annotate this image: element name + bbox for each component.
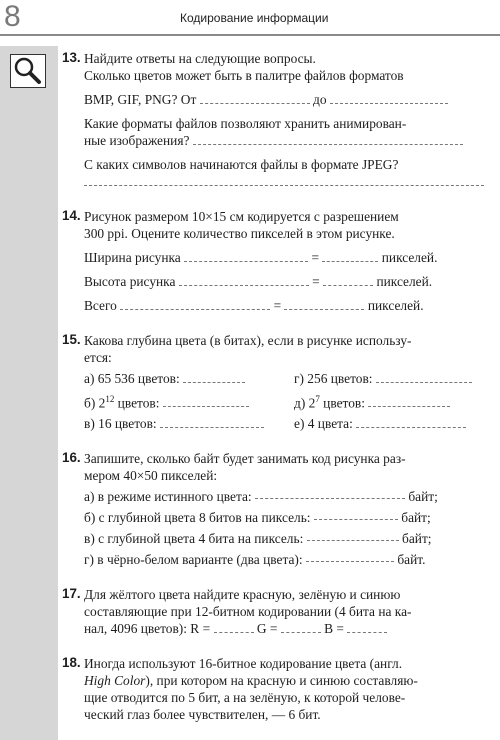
task-text: в) 16 цветов:	[84, 416, 157, 432]
task-number: 15.	[62, 332, 81, 347]
task-text: Рисунок размером 10×15 см кодируется с разрешением	[84, 209, 399, 224]
page-content	[62, 50, 488, 735]
task-text: до	[313, 92, 327, 107]
task-text: пикселей.	[367, 298, 424, 313]
answer-blank[interactable]	[376, 372, 472, 383]
answer-row	[84, 551, 488, 568]
task-text: Запишите, сколько байт будет занимать код рисунка раз-	[84, 451, 406, 467]
task-number: 14.	[62, 208, 81, 223]
answer-line	[84, 173, 488, 190]
task-15	[62, 332, 488, 432]
task-text: нал, 4096 цветов): R =	[84, 621, 211, 637]
task-text: G =	[256, 621, 278, 637]
answer-row	[84, 370, 488, 387]
answer-blank[interactable]	[368, 396, 450, 407]
answer-blank[interactable]	[255, 488, 405, 499]
task-text: Сколько цветов может быть в палитре файлов форматов	[84, 68, 404, 83]
task-13	[62, 50, 488, 190]
answer-line	[84, 273, 488, 290]
task-text: BMP, GIF, PNG? От	[84, 92, 197, 107]
task-number: 13.	[62, 50, 81, 65]
answer-blank[interactable]	[183, 372, 245, 383]
task-text: пикселей.	[376, 274, 433, 289]
answer-blank[interactable]	[179, 275, 309, 286]
task-17	[62, 586, 488, 637]
answer-blank[interactable]	[284, 299, 364, 310]
task-text: цветов:	[319, 395, 365, 411]
task-text: г) в чёрно-белом варианте (два цвета):	[84, 552, 303, 568]
task-text: б) с глубиной цвета 8 битов на пиксель:	[84, 510, 311, 526]
task-text: пикселей.	[381, 250, 438, 265]
task-text: а) в режиме истинного цвета:	[84, 489, 252, 505]
page-sidebar	[0, 46, 58, 740]
task-14	[62, 208, 488, 314]
task-text: байт;	[401, 510, 431, 526]
task-text: щие отводится по 5 бит, а на зелёную, к которой челове-	[84, 690, 406, 706]
task-text: Какие форматы файлов позволяют хранить анимирован-	[84, 116, 407, 131]
task-text: составляющие при 12-битном кодировании (4 бита на ка-	[84, 604, 412, 620]
answer-line	[84, 249, 488, 266]
task-text: ные изображения?	[84, 133, 190, 148]
answer-row	[84, 415, 488, 432]
task-text: байт;	[402, 531, 432, 547]
task-text: =	[273, 298, 282, 313]
page-title: Кодирование информации	[180, 11, 329, 25]
task-text: г) 256 цветов:	[294, 371, 373, 386]
answer-blank[interactable]	[306, 551, 394, 562]
task-text: байт;	[408, 489, 438, 505]
task-text: С каких символов начинаются файлы в формате JPEG?	[84, 157, 399, 172]
task-text: д) 2	[294, 395, 316, 411]
answer-blank[interactable]	[322, 251, 378, 262]
answer-blank[interactable]	[307, 530, 399, 541]
task-text: ется:	[84, 350, 112, 365]
answer-blank[interactable]	[193, 134, 463, 145]
task-text: B =	[324, 621, 344, 637]
answer-row	[84, 488, 488, 505]
header-rule	[0, 34, 500, 36]
task-number: 17.	[62, 586, 81, 602]
answer-line	[84, 132, 488, 149]
task-text: 12	[105, 394, 115, 404]
answer-row	[84, 509, 488, 526]
task-text: Высота рисунка	[84, 274, 176, 289]
task-text-line	[84, 672, 488, 689]
answer-blank[interactable]	[160, 417, 264, 428]
answer-blank[interactable]	[323, 275, 373, 286]
task-text: б) 2	[84, 395, 106, 411]
task-18	[62, 655, 488, 723]
task-text: Какова глубина цвета (в битах), если в рисунке использу-	[84, 333, 412, 348]
task-text: 300 ppi. Оцените количество пикселей в этом рисунке.	[84, 226, 395, 241]
answer-blank[interactable]	[281, 622, 321, 633]
magnifier-icon	[10, 54, 46, 88]
task-text: в) с глубиной цвета 4 бита на пиксель:	[84, 531, 304, 547]
chapter-number: 8	[4, 0, 21, 33]
task-text: High Color	[84, 673, 146, 689]
task-text: Всего	[84, 298, 117, 313]
task-text: 7	[315, 394, 320, 404]
answer-line	[84, 620, 488, 637]
answer-blank[interactable]	[314, 509, 398, 520]
task-text: Для жёлтого цвета найдите красную, зелёную и синюю	[84, 587, 401, 603]
task-number: 16.	[62, 450, 81, 466]
answer-blank[interactable]	[163, 396, 249, 407]
answer-blank[interactable]	[347, 622, 387, 633]
task-text: Иногда используют 16-битное кодирование цвета (англ.	[84, 656, 403, 672]
task-16	[62, 450, 488, 568]
answer-row	[84, 530, 488, 547]
task-text: =	[312, 274, 320, 289]
task-text: Ширина рисунка	[84, 250, 181, 265]
answer-blank[interactable]	[120, 299, 270, 310]
task-text: е) 4 цвета:	[294, 416, 353, 432]
answer-blank[interactable]	[214, 622, 254, 633]
answer-blank[interactable]	[330, 93, 448, 104]
task-text: байт.	[397, 552, 426, 568]
answer-row	[84, 391, 488, 411]
task-number: 18.	[62, 655, 81, 671]
answer-line	[84, 297, 488, 314]
answer-blank[interactable]	[200, 93, 310, 104]
answer-blank[interactable]	[84, 175, 484, 186]
task-text: мером 40×50 пикселей:	[84, 468, 218, 484]
answer-line	[84, 91, 488, 108]
task-text: а) 65 536 цветов:	[84, 371, 180, 386]
task-text: =	[311, 250, 320, 265]
task-text: ), при котором на красную и синюю составляю-	[145, 673, 418, 689]
answer-blank[interactable]	[184, 251, 308, 262]
task-text: цветов:	[114, 395, 160, 411]
task-text: ческий глаз более чувствителен, — 6 бит.	[84, 707, 321, 723]
answer-blank[interactable]	[356, 417, 466, 428]
task-text: Найдите ответы на следующие вопросы.	[84, 51, 316, 66]
